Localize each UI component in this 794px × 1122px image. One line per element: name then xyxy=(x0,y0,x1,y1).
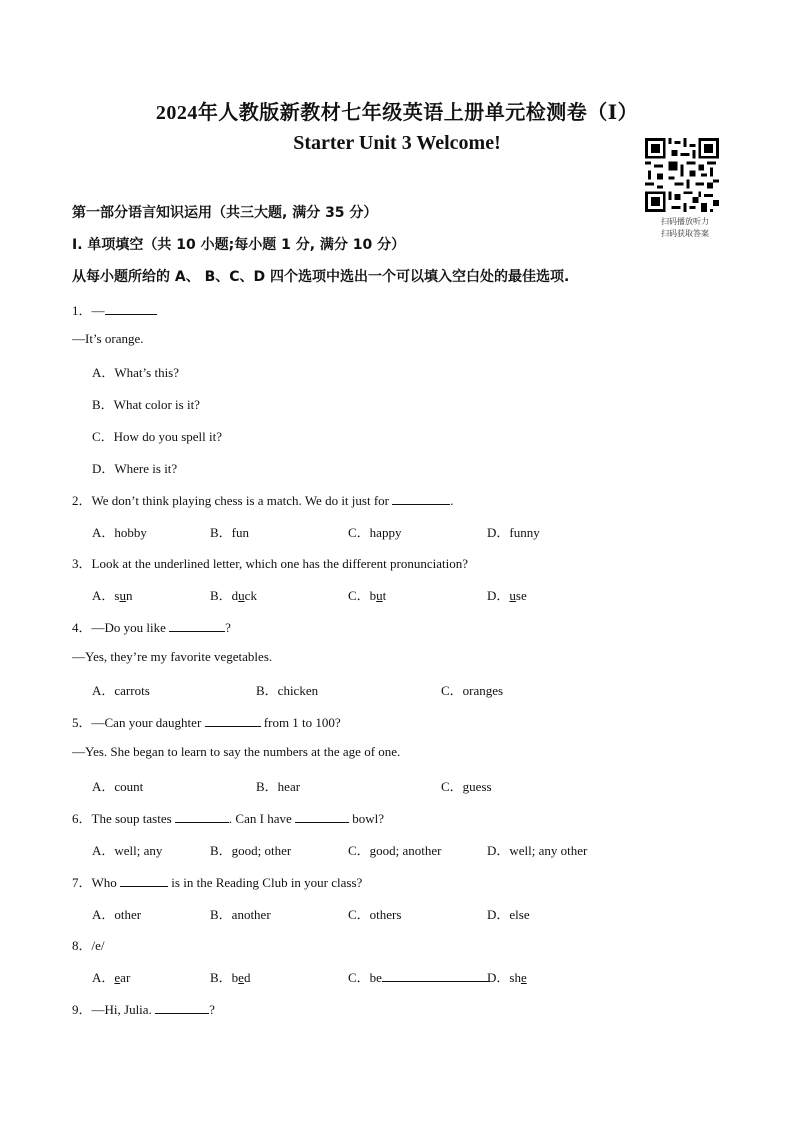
question-stem: —Do you like xyxy=(91,620,166,635)
option-a[interactable]: A．other xyxy=(92,907,142,922)
qr-caption-answers: 扫码获取答案 xyxy=(661,229,709,238)
option-text: se xyxy=(515,588,527,603)
option-text: C．be xyxy=(348,970,382,985)
underlined-letter: u xyxy=(238,588,245,603)
option-b[interactable]: B．hear xyxy=(256,779,301,794)
option-d[interactable] xyxy=(487,967,527,986)
question-number: 7． xyxy=(72,875,92,890)
option-a[interactable] xyxy=(92,585,132,604)
question-number: 1．— xyxy=(72,303,105,318)
option-a[interactable]: A．count xyxy=(92,779,144,794)
qr-code-icon[interactable] xyxy=(645,138,719,212)
question-number: 4． xyxy=(72,620,92,635)
option-d[interactable] xyxy=(487,585,527,604)
answer-blank xyxy=(392,492,450,505)
question-3 xyxy=(72,553,468,572)
question-stem: Who xyxy=(91,875,117,890)
option-a[interactable]: A．carrots xyxy=(92,683,150,698)
option-c[interactable]: C．happy xyxy=(348,525,402,540)
underlined-letter: e xyxy=(114,970,121,985)
question-5 xyxy=(72,712,341,731)
question-7 xyxy=(72,872,362,891)
option-c[interactable] xyxy=(348,585,386,604)
option-a[interactable]: A．hobby xyxy=(92,525,147,540)
underlined-letter: u xyxy=(119,588,126,603)
answer-blank xyxy=(169,619,225,632)
option-a[interactable] xyxy=(92,967,130,986)
option-text: C．b xyxy=(348,588,377,603)
underlined-letter: e xyxy=(520,970,527,985)
question-9 xyxy=(72,999,215,1018)
question-stem-end: from 1 to 100? xyxy=(263,715,341,730)
option-b[interactable] xyxy=(210,967,250,986)
question-number: 3． xyxy=(72,556,92,571)
option-c[interactable]: C．good; another xyxy=(348,843,442,858)
answer-blank xyxy=(205,714,261,727)
section-heading: I. 单项填空（共 10 小题;每小题 1 分, 满分 10 分） xyxy=(72,237,406,253)
underlined-letter: u xyxy=(376,588,383,603)
question-number: 2． xyxy=(72,493,92,508)
question-8 xyxy=(72,935,105,954)
option-a[interactable]: A．What’s this? xyxy=(92,365,180,380)
option-text: B．b xyxy=(210,970,239,985)
question-2 xyxy=(72,490,453,509)
question-reply: —It’s orange. xyxy=(72,331,144,346)
option-b[interactable]: B．another xyxy=(210,907,271,922)
answer-blank xyxy=(295,810,349,823)
question-stem: The soup tastes xyxy=(91,811,172,826)
exam-subtitle: Starter Unit 3 Welcome! xyxy=(293,132,501,154)
part-heading: 第一部分语言知识运用（共三大题, 满分 35 分） xyxy=(72,205,378,221)
option-text: d xyxy=(243,970,251,985)
answer-blank xyxy=(105,302,157,315)
question-reply: —Yes, they’re my favorite vegetables. xyxy=(72,649,273,664)
option-text: D． xyxy=(487,588,510,603)
question-stem: —Can your daughter xyxy=(91,715,202,730)
option-b[interactable]: B．What color is it? xyxy=(92,397,200,412)
question-4 xyxy=(72,617,231,636)
qr-caption-listening: 扫码播放听力 xyxy=(661,217,709,226)
underlined-letter: u xyxy=(509,588,516,603)
underlined-letter: e xyxy=(238,970,244,985)
question-6 xyxy=(72,808,384,827)
question-stem-end: . xyxy=(450,493,454,508)
option-text: ar xyxy=(120,970,131,985)
option-text: t xyxy=(382,588,387,603)
exam-title: 2024年人教版新教材七年级英语上册单元检测卷（Ⅰ） xyxy=(155,102,639,124)
question-stem-end: is in the Reading Club in your class? xyxy=(171,875,363,890)
option-b[interactable] xyxy=(210,585,257,604)
option-a[interactable]: A．well; any xyxy=(92,843,163,858)
question-stem: /e/ xyxy=(91,938,105,953)
answer-blank xyxy=(175,810,229,823)
question-stem-end: bowl? xyxy=(352,811,385,826)
question-1 xyxy=(72,300,157,319)
option-text: B．d xyxy=(210,588,239,603)
option-c[interactable]: C．guess xyxy=(441,779,492,794)
option-text: A．s xyxy=(92,588,120,603)
option-text: n xyxy=(125,588,133,603)
section-instruction: 从每小题所给的 A、 B、C、D 四个选项中选出一个可以填入空白处的最佳选项. xyxy=(72,269,570,285)
option-b[interactable]: B．good; other xyxy=(210,843,292,858)
option-d[interactable]: D．well; any other xyxy=(487,843,588,858)
option-text: D．sh xyxy=(487,970,521,985)
option-b[interactable]: B．fun xyxy=(210,525,250,540)
question-stem-end: ? xyxy=(209,1002,215,1017)
option-text: ck xyxy=(244,588,257,603)
question-number: 9． xyxy=(72,1002,92,1017)
question-number: 5． xyxy=(72,715,92,730)
question-stem: We don’t think playing chess is a match. We do it just for xyxy=(91,493,389,508)
question-stem: Look at the underlined letter, which one has the different pronunciation? xyxy=(91,556,468,571)
question-number: 8． xyxy=(72,938,92,953)
option-c[interactable]: C．How do you spell it? xyxy=(92,429,222,444)
option-d[interactable]: D．Where is it? xyxy=(92,461,178,476)
answer-blank xyxy=(120,874,168,887)
option-text: A． xyxy=(92,970,115,985)
option-b[interactable]: B．chicken xyxy=(256,683,319,698)
question-stem-mid: . Can I have xyxy=(228,811,292,826)
question-stem-end: ? xyxy=(225,620,231,635)
option-d[interactable]: D．else xyxy=(487,907,530,922)
option-d[interactable]: D．funny xyxy=(487,525,540,540)
answer-blank xyxy=(155,1001,209,1014)
question-stem: —Hi, Julia. xyxy=(91,1002,152,1017)
option-c[interactable] xyxy=(348,967,490,986)
option-c[interactable]: C．others xyxy=(348,907,402,922)
question-number: 6． xyxy=(72,811,92,826)
answer-blank xyxy=(382,969,490,982)
option-c[interactable]: C．oranges xyxy=(441,683,504,698)
question-reply: —Yes. She began to learn to say the numbers at the age of one. xyxy=(72,744,401,759)
